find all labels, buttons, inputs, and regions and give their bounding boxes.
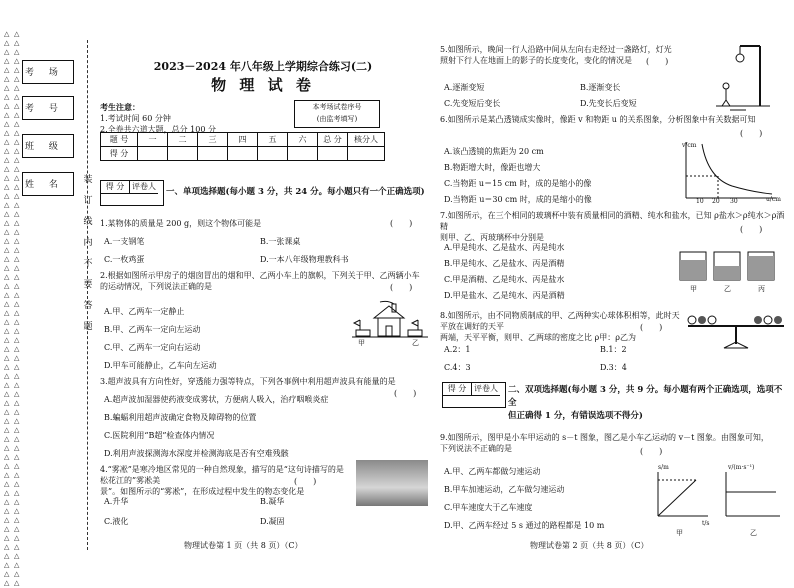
page-2 [440, 0, 790, 561]
option[interactable]: B.蝙蝠利用超声波确定食物及障碍物的位置 [104, 413, 257, 422]
option[interactable]: C.液化 [104, 517, 129, 526]
option[interactable]: A.超声波加湿器使药液变成雾状，方便病人吸入，治疗咽喉炎症 [104, 395, 329, 404]
score-cell[interactable] [138, 147, 168, 161]
option[interactable]: C.甲是酒精、乙是纯水、丙是盐水 [444, 275, 565, 284]
option[interactable]: C.先变短后变长 [444, 99, 501, 108]
option[interactable]: D.凝固 [260, 517, 285, 526]
question-6: 6.如图所示是某凸透镜成实像时，像距 v 和物距 u 的关系图象，分析图象中有关数据可知 [440, 115, 756, 124]
option[interactable]: B.甲是纯水、乙是盐水、丙是酒精 [444, 259, 565, 268]
option[interactable]: B.甲、乙两车一定向左运动 [104, 325, 201, 334]
option[interactable]: A.一支钢笔 [104, 237, 145, 246]
axis-label: t/s [702, 520, 710, 527]
section-1-heading: 一、单项选择题(每小题 3 分，共 24 分。每小题只有一个正确选项) [166, 187, 425, 197]
axis-label: v/cm [682, 142, 697, 149]
answer-blank[interactable]: ( ) [390, 219, 413, 228]
answer-blank[interactable]: ( ) [740, 225, 763, 234]
seal-box: 本考场试卷序号 (由监考填写) [294, 100, 380, 128]
grader-box: 得 分 评卷人 [100, 180, 164, 206]
option[interactable]: C.甲车速度大于乙车速度 [444, 503, 533, 512]
binding-line [87, 40, 88, 550]
tick-label: 20 [712, 198, 720, 205]
option[interactable]: D.一本八年级物理教科书 [260, 255, 349, 264]
figure-label: 乙 [412, 339, 419, 347]
figure-label: 甲 [690, 285, 697, 293]
figure-label: 甲 [676, 529, 683, 537]
axis-label: s/m [658, 464, 669, 471]
answer-blank[interactable]: ( ) [740, 129, 763, 138]
option[interactable]: C.一枚鸡蛋 [104, 255, 145, 264]
option[interactable]: B.1：2 [600, 345, 627, 354]
option[interactable]: C.甲、乙两车一定向右运动 [104, 343, 201, 352]
score-cell[interactable] [348, 147, 385, 161]
tick-label: 10 [696, 198, 704, 205]
tick-label: 30 [730, 198, 738, 205]
question-9: 9.如图所示，图甲是小车甲运动的 s－t 图象，图乙是小车乙运动的 v－t 图象。由图象可知， 下列说法不正确的是 [440, 433, 769, 453]
figure-label: 丙 [758, 285, 765, 293]
triangle-border-inner: △△△△△△△△△△△△△△△△△△△△△△△△△△△△△△△△△△△△△△△△△△△△△△△△△△△△△△△△△△△△△△ [14, 30, 20, 587]
option[interactable]: C.医院利用“B超”检查体内情况 [104, 431, 215, 440]
option[interactable]: A.甲、乙两车一定静止 [104, 307, 185, 316]
question-1: 1.某物体的质量是 200 g，则这个物体可能是 [100, 219, 262, 228]
option[interactable]: A.2：1 [444, 345, 471, 354]
score-cell[interactable] [168, 147, 198, 161]
option[interactable]: C.当物距 u＝15 cm 时，成的是缩小的像 [444, 179, 592, 188]
score-cell[interactable] [228, 147, 258, 161]
question-7: 7.如图所示，在三个相同的玻璃杯中装有质量相同的酒精、纯水和盐水，已知 ρ盐水＞ρ纯水＞ρ酒精 则甲、乙、丙玻璃杯中分别是 [440, 211, 785, 242]
question-8: 8.如图所示，由不同物质制成的甲、乙两种实心球体积相等，此时天平放在调好的天平 两端，天平平衡，则甲、乙两球的密度之比 ρ甲：ρ乙为 [440, 311, 680, 342]
page-1 [94, 0, 432, 561]
score-table: 题 号 一 二 三 四 五 六 总 分 核分人 得 分 [100, 132, 385, 161]
option[interactable]: A.该凸透镜的焦距为 20 cm [444, 147, 544, 156]
option[interactable]: B.甲车加速运动，乙车做匀速运动 [444, 485, 565, 494]
option[interactable]: D.当物距 u＝30 cm 时，成的是缩小的像 [444, 195, 592, 204]
axis-label: v/(m·s⁻¹) [728, 464, 755, 471]
score-cell[interactable] [318, 147, 348, 161]
figure-label: 乙 [750, 529, 757, 537]
score-cell[interactable] [198, 147, 228, 161]
answer-blank[interactable]: ( ) [640, 447, 663, 456]
option[interactable]: C.4：3 [444, 363, 471, 372]
question-3: 3.超声波具有方向性好，穿透能力强等特点，下列各事例中利用超声波具有能量的是 [100, 377, 396, 386]
option[interactable]: D.甲是盐水、乙是纯水、丙是酒精 [444, 291, 565, 300]
answer-blank[interactable]: ( ) [646, 57, 669, 66]
exam-number-box: 考 号 [22, 96, 74, 120]
exam-room-box: 考 场 [22, 60, 74, 84]
notice: 考生注意： 1.考试时间 60 分钟 2.全卷共六道大题，总分 100 分 [100, 102, 216, 134]
answer-blank[interactable]: ( ) [640, 323, 663, 332]
option[interactable]: D.3：4 [600, 363, 627, 372]
grader-box: 得 分 评卷人 [442, 382, 506, 408]
option[interactable]: A.甲、乙两车都做匀速运动 [444, 467, 541, 476]
page-footer: 物理试卷第 2 页（共 8 页）（C） [530, 541, 649, 550]
score-cell[interactable] [258, 147, 288, 161]
binding-strip [0, 0, 93, 587]
axis-label: u/cm [766, 196, 781, 203]
option[interactable]: B.一张课桌 [260, 237, 301, 246]
exam-subtitle: 物 理 试 卷 [211, 76, 315, 94]
question-5: 5.如图所示，晚间一行人沿路中间从左向右走经过一盏路灯，灯光 照射下行人在地面上的影子的长度变化，变化的情况是 [440, 45, 672, 65]
option[interactable]: B.凝华 [260, 497, 285, 506]
option[interactable]: A.逐渐变短 [444, 83, 485, 92]
binding-line-text: 装 订 线 内 不 要 答 题 [83, 175, 93, 332]
question-2: 2.根据如图所示甲房子的烟囱冒出的烟和甲、乙两小车上的旗帜，下列关于甲、乙两辆小车 的运动情况，下列说法正确的是 [100, 271, 420, 291]
option[interactable]: B.物距增大时，像距也增大 [444, 163, 541, 172]
option[interactable]: D.先变长后变短 [580, 99, 637, 108]
option[interactable]: A.甲是纯水、乙是盐水、丙是纯水 [444, 243, 565, 252]
answer-blank[interactable]: ( ) [394, 389, 417, 398]
option[interactable]: D.利用声波探测海水深度并检测海底是否有空难残骸 [104, 449, 289, 458]
frost-photo [356, 460, 428, 506]
question-4: 4.“雾凇”是寒冷地区常见的一种自然现象，描写的是“这句诗描写的是松花江的”雾凇美 景”。如图所示的“雾凇”，在形成过程中发生的物态变化是 [100, 465, 344, 496]
triangle-border-left: △△△△△△△△△△△△△△△△△△△△△△△△△△△△△△△△△△△△△△△△△△△△△△△△△△△△△△△△△△△△△△ [4, 30, 10, 587]
figure-label: 乙 [724, 285, 731, 293]
option[interactable]: B.逐渐变长 [580, 83, 621, 92]
page-footer: 物理试卷第 1 页（共 8 页）（C） [184, 541, 303, 550]
exam-title: 2023－2024 年八年级上学期综合练习(二) [153, 60, 373, 73]
answer-blank[interactable]: ( ) [390, 283, 413, 292]
class-box: 班 级 [22, 134, 74, 158]
beakers-figure [676, 246, 780, 286]
motion-graphs [646, 466, 786, 526]
option[interactable]: A.升华 [104, 497, 129, 506]
figure-label: 甲 [358, 339, 365, 347]
section-2-heading: 二、双项选择题(每小题 3 分，共 9 分。每小题有两个正确选项，选项不全 但正确得 1 分，有错误选项不得分) [508, 385, 783, 421]
option[interactable]: D.甲车可能静止，乙车向左运动 [104, 361, 217, 370]
answer-blank[interactable]: ( ) [294, 477, 317, 486]
score-cell[interactable] [288, 147, 318, 161]
option[interactable]: D.甲、乙两车经过 5 s 通过的路程都是 10 m [444, 521, 605, 530]
balance-figure [684, 312, 788, 352]
streetlight-figure [710, 40, 776, 110]
name-box: 姓 名 [22, 172, 74, 196]
